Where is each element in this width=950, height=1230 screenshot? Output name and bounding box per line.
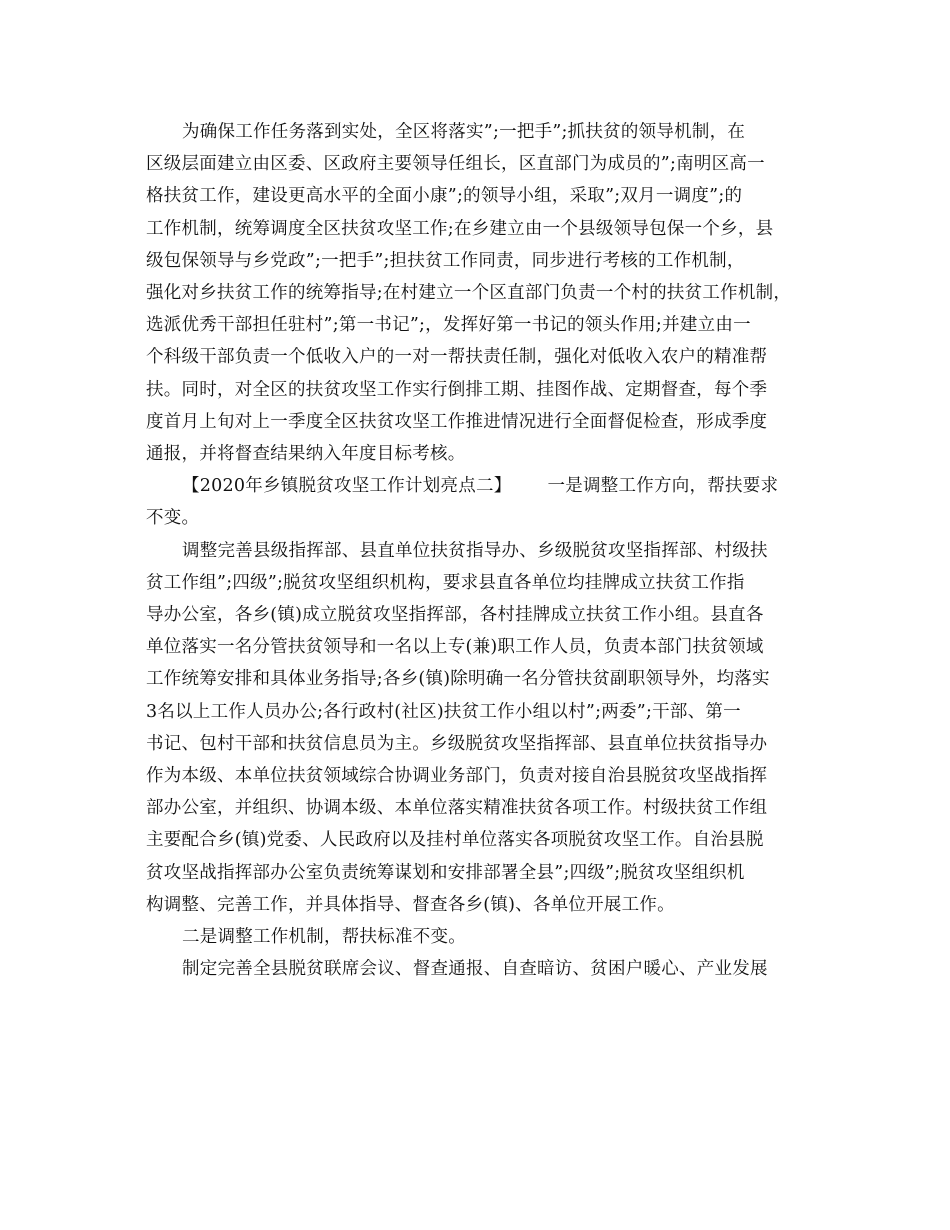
text-line: 工作机制，统筹调度全区扶贫攻坚工作;在乡建立由一个县级领导包保一个乡，县 [146,218,774,239]
text-line: 强化对乡扶贫工作的统筹指导;在村建立一个区直部门负责一个村的扶贫工作机制， [146,283,792,304]
paragraph-work-mechanism [146,921,826,953]
text-line: 格扶贫工作，建设更高水平的全面小康”;的领导小组，采取”;双月一调度”;的 [146,186,743,207]
text-line: 通报，并将督查结果纳入年度目标考核。 [146,444,466,465]
text-line: 个科级干部负责一个低收入户的一对一帮扶责任制，强化对低收入农户的精准帮 [146,347,768,368]
text-line: 部办公室，并组织、协调本级、本单位落实精准扶贫各项工作。村级扶贫工作组 [146,798,768,819]
document-body [146,116,826,985]
paragraph-organization-structure [146,535,826,921]
text-line: 度首月上旬对上一季度全区扶贫攻坚工作推进情况进行全面督促检查，形成季度 [146,411,768,432]
text-line: 单位落实一名分管扶贫领导和一名以上专(兼)职工作人员，负责本部门扶贫领域 [146,637,764,658]
text-line: 构调整、完善工作，并具体指导、督查各乡(镇)、各单位开展工作。 [146,894,675,915]
text-line: 导办公室，各乡(镇)成立脱贫攻坚指挥部，各村挂牌成立扶贫工作小组。县直各 [146,605,764,626]
text-line: 制定完善全县脱贫联席会议、督查通报、自查暗访、贫困户暖心、产业发展 [182,959,768,980]
section-heading: 【2020年乡镇脱贫攻坚工作计划亮点二】 [182,476,512,497]
text-line: 扶。同时，对全区的扶贫攻坚工作实行倒排工期、挂图作战、定期督查，每个季 [146,379,768,400]
text-line: 选派优秀干部担任驻村”;第一书记”;，发挥好第一书记的领头作用;并建立由一 [146,315,751,336]
text-line: 主要配合乡(镇)党委、人民政府以及挂村单位落实各项脱贫攻坚工作。自治县脱 [146,830,764,851]
text-line: 贫攻坚战指挥部办公室负责统筹谋划和安排部署全县”;四级”;脱贫攻坚组织机 [146,862,745,883]
text-line: 贫工作组”;四级”;脱贫攻坚组织机构，要求县直各单位均挂牌成立扶贫工作指 [146,572,745,593]
text-line: 不变。 [146,508,200,529]
text-line: 工作统筹安排和具体业务指导;各乡(镇)除明确一名分管扶贫副职领导外，均落实 [146,669,770,690]
section-lead: 一是调整工作方向，帮扶要求 [547,476,779,497]
text-line: 为确保工作任务落到实处，全区将落实”;一把手”;抓扶贫的领导机制，在 [182,122,746,142]
text-line: 二是调整工作机制，帮扶标准不变。 [182,927,466,948]
text-line: 调整完善县级指挥部、县直单位扶贫指导办、乡级脱贫攻坚指挥部、村级扶 [182,540,768,561]
paragraph-leadership-mechanism [146,116,826,470]
text-line: 级包保领导与乡党政”;一把手”;担扶贫工作同责，同步进行考核的工作机制， [146,250,745,271]
paragraph-highlight-two [146,470,826,534]
text-line: 书记、包村干部和扶贫信息员为主。乡级脱贫攻坚指挥部、县直单位扶贫指导办 [146,733,768,754]
paragraph-system-improvement [146,953,826,985]
text-line: 作为本级、本单位扶贫领域综合协调业务部门，负责对接自治县脱贫攻坚战指挥 [146,766,768,787]
text-line [146,470,826,502]
text-line: 3名以上工作人员办公;各行政村(社区)扶贫工作小组以村”;两委”;干部、第一 [146,701,741,722]
text-line: 区级层面建立由区委、区政府主要领导任组长，区直部门为成员的”;南明区高一 [146,154,765,175]
